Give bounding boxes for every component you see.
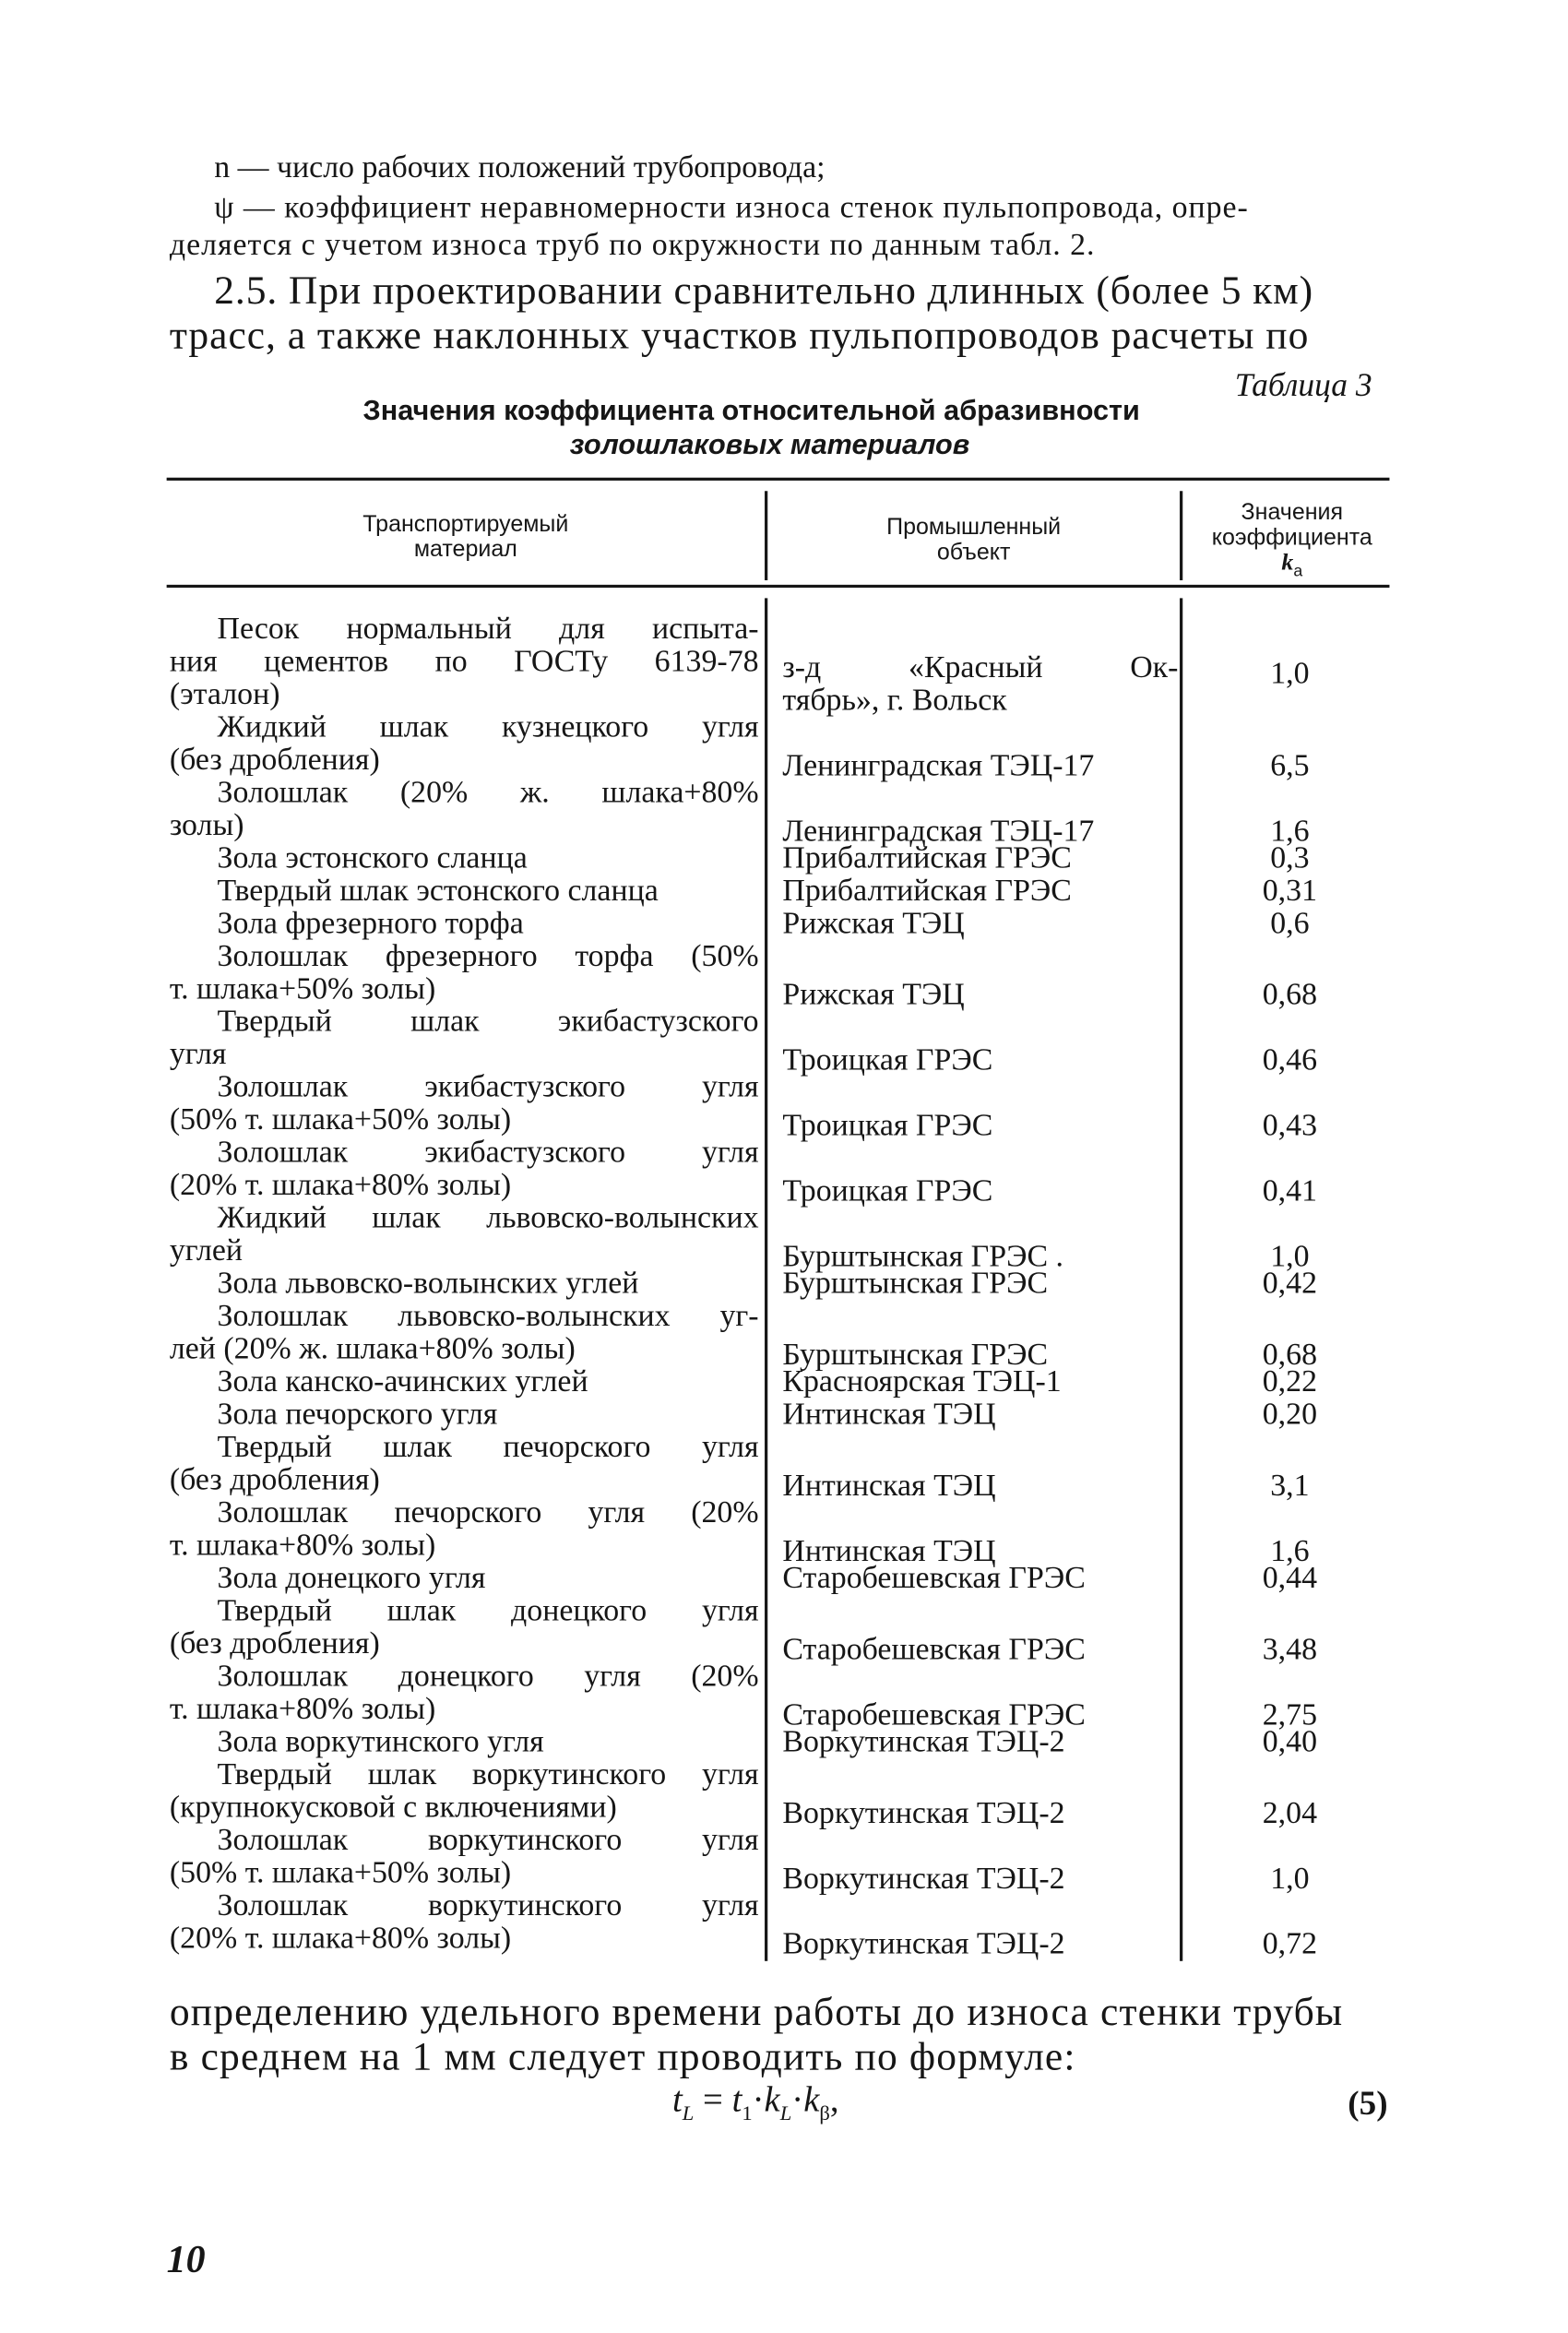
material-line: Жидкий шлак львовско-волынских [217, 1198, 759, 1235]
material-line: Золошлак львовско-волынских уг- [217, 1297, 759, 1334]
table-cell-value: 0,6 [1270, 904, 1310, 941]
material-line: Твердый шлак экибастузского [217, 1003, 759, 1039]
table-cell-material [170, 939, 759, 1005]
table-cell-object [782, 1559, 1086, 1596]
table-cell-object [782, 1467, 996, 1504]
material-line: ния цементов по ГОСТу 6139-78 [169, 642, 759, 679]
object-line: Воркутинская ТЭЦ-2 [782, 1860, 1065, 1896]
material-line: лей (20% ж. шлака+80% золы) [169, 1329, 576, 1366]
table-cell-material [170, 1722, 759, 1759]
object-line: Троицкая ГРЭС [782, 1042, 993, 1077]
material-line: углей [169, 1232, 244, 1268]
table-cell-material [170, 1005, 759, 1070]
table-cell-material [170, 1299, 759, 1364]
table-cell-object [782, 1364, 1061, 1397]
header-divider-2 [1180, 491, 1182, 580]
table-cell-object [782, 746, 1095, 783]
page-number: 10 [166, 2237, 206, 2281]
material-line: Зола воркутинского угля [217, 1722, 544, 1759]
material-line: т. шлака+50% золы) [169, 970, 436, 1006]
material-line: Зола львовско-волынских углей [217, 1264, 639, 1301]
material-line: Золошлак донецкого угля (20% [217, 1657, 759, 1694]
table-cell-value: 3,1 [1270, 1467, 1310, 1504]
table-cell-material [170, 1559, 759, 1596]
intro-line-3: деляется с учетом износа труб по окружности по данным табл. 2. [169, 226, 1096, 262]
object-line: Бурштынская ГРЭС . [782, 1237, 1063, 1274]
object-line: тябрь», г. Вольск [782, 681, 1007, 718]
table-cell-value: 6,5 [1270, 746, 1310, 783]
header-value: Значения коэффициента $k_а$ [1211, 499, 1372, 581]
table-cell-material [170, 1888, 759, 1954]
material-line: т. шлака+80% золы) [169, 1526, 436, 1563]
material-line: Золошлак (20% ж. шлака+80% [217, 773, 759, 810]
intro-line-1: n — число рабочих положений трубопровода; [214, 149, 826, 184]
material-line: Золошлак фрезерного торфа (50% [217, 937, 759, 973]
material-line: Зола печорского угля [217, 1395, 498, 1432]
material-line: золы) [169, 806, 244, 842]
table-cell-value: 2,04 [1262, 1794, 1318, 1830]
table-cell-object [782, 1395, 996, 1432]
header-material: Транспортируемый материал [362, 511, 569, 563]
object-line: Троицкая ГРЭС [782, 1172, 993, 1208]
formula: $t_L = t_1\cdot k_L\cdot k_\beta$, [672, 2081, 839, 2126]
material-line: Жидкий шлак кузнецкого угля [217, 708, 759, 744]
table-cell-value: 0,41 [1262, 1172, 1318, 1208]
object-line: Рижская ТЭЦ [782, 904, 965, 941]
formula-number: (5) [1348, 2084, 1388, 2122]
table-cell-material [170, 1430, 759, 1495]
material-line: Твердый шлак воркутинского угля [217, 1756, 759, 1791]
material-line: Золошлак экибастузского угля [217, 1134, 759, 1170]
table-cell-object [782, 1630, 1086, 1667]
table-label: Таблица 3 [1234, 365, 1372, 404]
table-cell-material [170, 612, 759, 709]
table-cell-material [170, 1757, 759, 1823]
header-divider-1 [765, 491, 766, 580]
intro-line-2: ψ — коэффициент неравномерности износа стенок пульпопровода, опре- [214, 188, 1249, 225]
object-line: Прибалтийская ГРЭС [782, 872, 1072, 908]
material-line: т. шлака+80% золы) [169, 1690, 436, 1726]
object-line: Воркутинская ТЭЦ-2 [782, 1794, 1065, 1830]
table-cell-value: 1,0 [1270, 1237, 1310, 1274]
table-cell-material [170, 1264, 759, 1301]
table-cell-object [782, 1796, 1064, 1828]
table-cell-value: 0,46 [1262, 1042, 1318, 1077]
table-cell-value: 0,20 [1262, 1395, 1318, 1432]
material-line: Твердый шлак эстонского сланца [217, 872, 659, 908]
paragraph-line-2: трасс, а также наклонных участков пульпопроводов расчеты по [169, 312, 1310, 358]
material-line: Золошлак воркутинского угля [217, 1887, 759, 1922]
table-cell-object [782, 978, 964, 1010]
material-line: Золошлак экибастузского угля [217, 1068, 759, 1104]
material-line: (50% т. шлака+50% золы) [169, 1853, 512, 1890]
table-cell-material [170, 1495, 759, 1561]
material-line: угля [169, 1035, 227, 1072]
material-line: Зола фрезерного торфа [217, 904, 524, 941]
material-line: (20% т. шлака+80% золы) [169, 1166, 512, 1203]
table-cell-object [782, 1174, 992, 1207]
object-line: Интинская ТЭЦ [782, 1467, 996, 1504]
table-cell-value: 2,75 [1262, 1696, 1318, 1732]
table-top-rule [167, 478, 1390, 481]
object-line: Прибалтийская ГРЭС [782, 839, 1072, 875]
material-line: (20% т. шлака+80% золы) [169, 1919, 512, 1956]
object-line: Бурштынская ГРЭС [782, 1264, 1049, 1301]
table-cell-value: 0,31 [1262, 872, 1318, 908]
table-cell-object [782, 1927, 1064, 1959]
material-line: Золошлак воркутинского угля [217, 1821, 759, 1857]
header-object: Промышленный объект [886, 515, 1062, 565]
table-cell-value: 0,68 [1262, 1336, 1318, 1373]
object-line: Красноярская ТЭЦ-1 [782, 1363, 1062, 1399]
table-title-line-2: золошлаковых материалов [569, 430, 970, 461]
material-line: Зола донецкого угля [217, 1559, 486, 1596]
object-line: Интинская ТЭЦ [782, 1395, 996, 1432]
object-line: Рижская ТЭЦ [782, 976, 965, 1012]
table-cell-value: 0,43 [1262, 1106, 1318, 1143]
table-cell-material [170, 1395, 759, 1432]
material-line: Зола эстонского сланца [217, 839, 528, 875]
object-line: Воркутинская ТЭЦ-2 [782, 1722, 1065, 1759]
material-line: (без дробления) [169, 1625, 380, 1660]
object-line: Ленинградская ТЭЦ-17 [782, 812, 1095, 849]
table-cell-material [170, 709, 759, 775]
object-line: Интинская ТЭЦ [782, 1532, 996, 1568]
body-divider-2 [1180, 598, 1182, 1960]
material-line: (эталон) [169, 675, 280, 711]
material-line: Зола канско-ачинских углей [217, 1363, 588, 1399]
closing-line-2: в среднем на 1 мм следует проводить по формуле: [169, 2033, 1076, 2079]
table-cell-value: 1,0 [1270, 654, 1310, 691]
table-cell-object [782, 874, 1071, 906]
material-line: (без дробления) [169, 1460, 380, 1497]
table-cell-value: 0,44 [1262, 1559, 1318, 1596]
closing-line-1: определению удельного времени работы до износа стенки трубы [169, 1989, 1344, 2034]
table-title-line-1: Значения коэффициента относительной абразивности [362, 396, 1140, 427]
table-cell-object [782, 1106, 993, 1143]
material-line: (без дробления) [169, 741, 380, 777]
table-cell-value: 0,40 [1262, 1722, 1318, 1759]
object-line: Троицкая ГРЭС [782, 1106, 993, 1143]
table-cell-material [170, 1659, 759, 1724]
table-cell-object [782, 840, 1071, 873]
table-header-rule [167, 585, 1390, 587]
object-line: Воркутинская ТЭЦ-2 [782, 1925, 1065, 1961]
table-cell-material [170, 1070, 759, 1136]
material-line: Песок нормальный для испыта- [217, 610, 759, 646]
table-cell-object [782, 650, 1178, 716]
material-line: Твердый шлак печорского угля [217, 1428, 759, 1465]
table-cell-value: 3,48 [1262, 1630, 1318, 1667]
body-divider-1 [765, 598, 766, 1960]
table-cell-object [782, 1722, 1065, 1759]
object-line: з-д «Красный Ок- [782, 649, 1179, 684]
table-cell-material [170, 1593, 759, 1659]
table-cell-object [782, 904, 965, 941]
table-cell-value: 1,6 [1270, 1532, 1310, 1568]
table-cell-value: 0,72 [1262, 1925, 1318, 1961]
object-line: Старобешевская ГРЭС [782, 1559, 1086, 1596]
table-cell-value: 0,42 [1262, 1264, 1318, 1301]
table-cell-value: 0,22 [1262, 1363, 1318, 1399]
table-cell-value: 1,0 [1270, 1860, 1310, 1896]
material-line: (50% т. шлака+50% золы) [169, 1101, 512, 1137]
material-line: (крупнокусковой с включениями) [169, 1788, 617, 1825]
object-line: Бурштынская ГРЭС [782, 1336, 1049, 1373]
table-cell-material [170, 1823, 759, 1888]
table-cell-value: 0,3 [1270, 839, 1310, 875]
material-line: Твердый шлак донецкого угля [217, 1591, 759, 1628]
table-cell-material [170, 1136, 759, 1201]
table-cell-material [170, 904, 759, 941]
object-line: Старобешевская ГРЭС [782, 1696, 1086, 1732]
object-line: Старобешевская ГРЭС [782, 1630, 1086, 1667]
table-cell-material [170, 840, 759, 873]
table-cell-object [782, 1264, 1049, 1301]
table-cell-object [782, 1862, 1064, 1894]
table-cell-material [170, 1364, 759, 1397]
object-line: Ленинградская ТЭЦ-17 [782, 746, 1095, 783]
table-cell-material [170, 775, 759, 840]
material-line: Золошлак печорского угля (20% [217, 1494, 759, 1530]
table-cell-value: 1,6 [1270, 812, 1310, 849]
paragraph-line-1: 2.5. При проектировании сравнительно длинных (более 5 км) [214, 268, 1314, 313]
table-cell-material [169, 1198, 759, 1268]
table-cell-object [782, 1043, 992, 1076]
table-cell-material [170, 874, 759, 906]
table-cell-value: 0,68 [1262, 976, 1318, 1012]
